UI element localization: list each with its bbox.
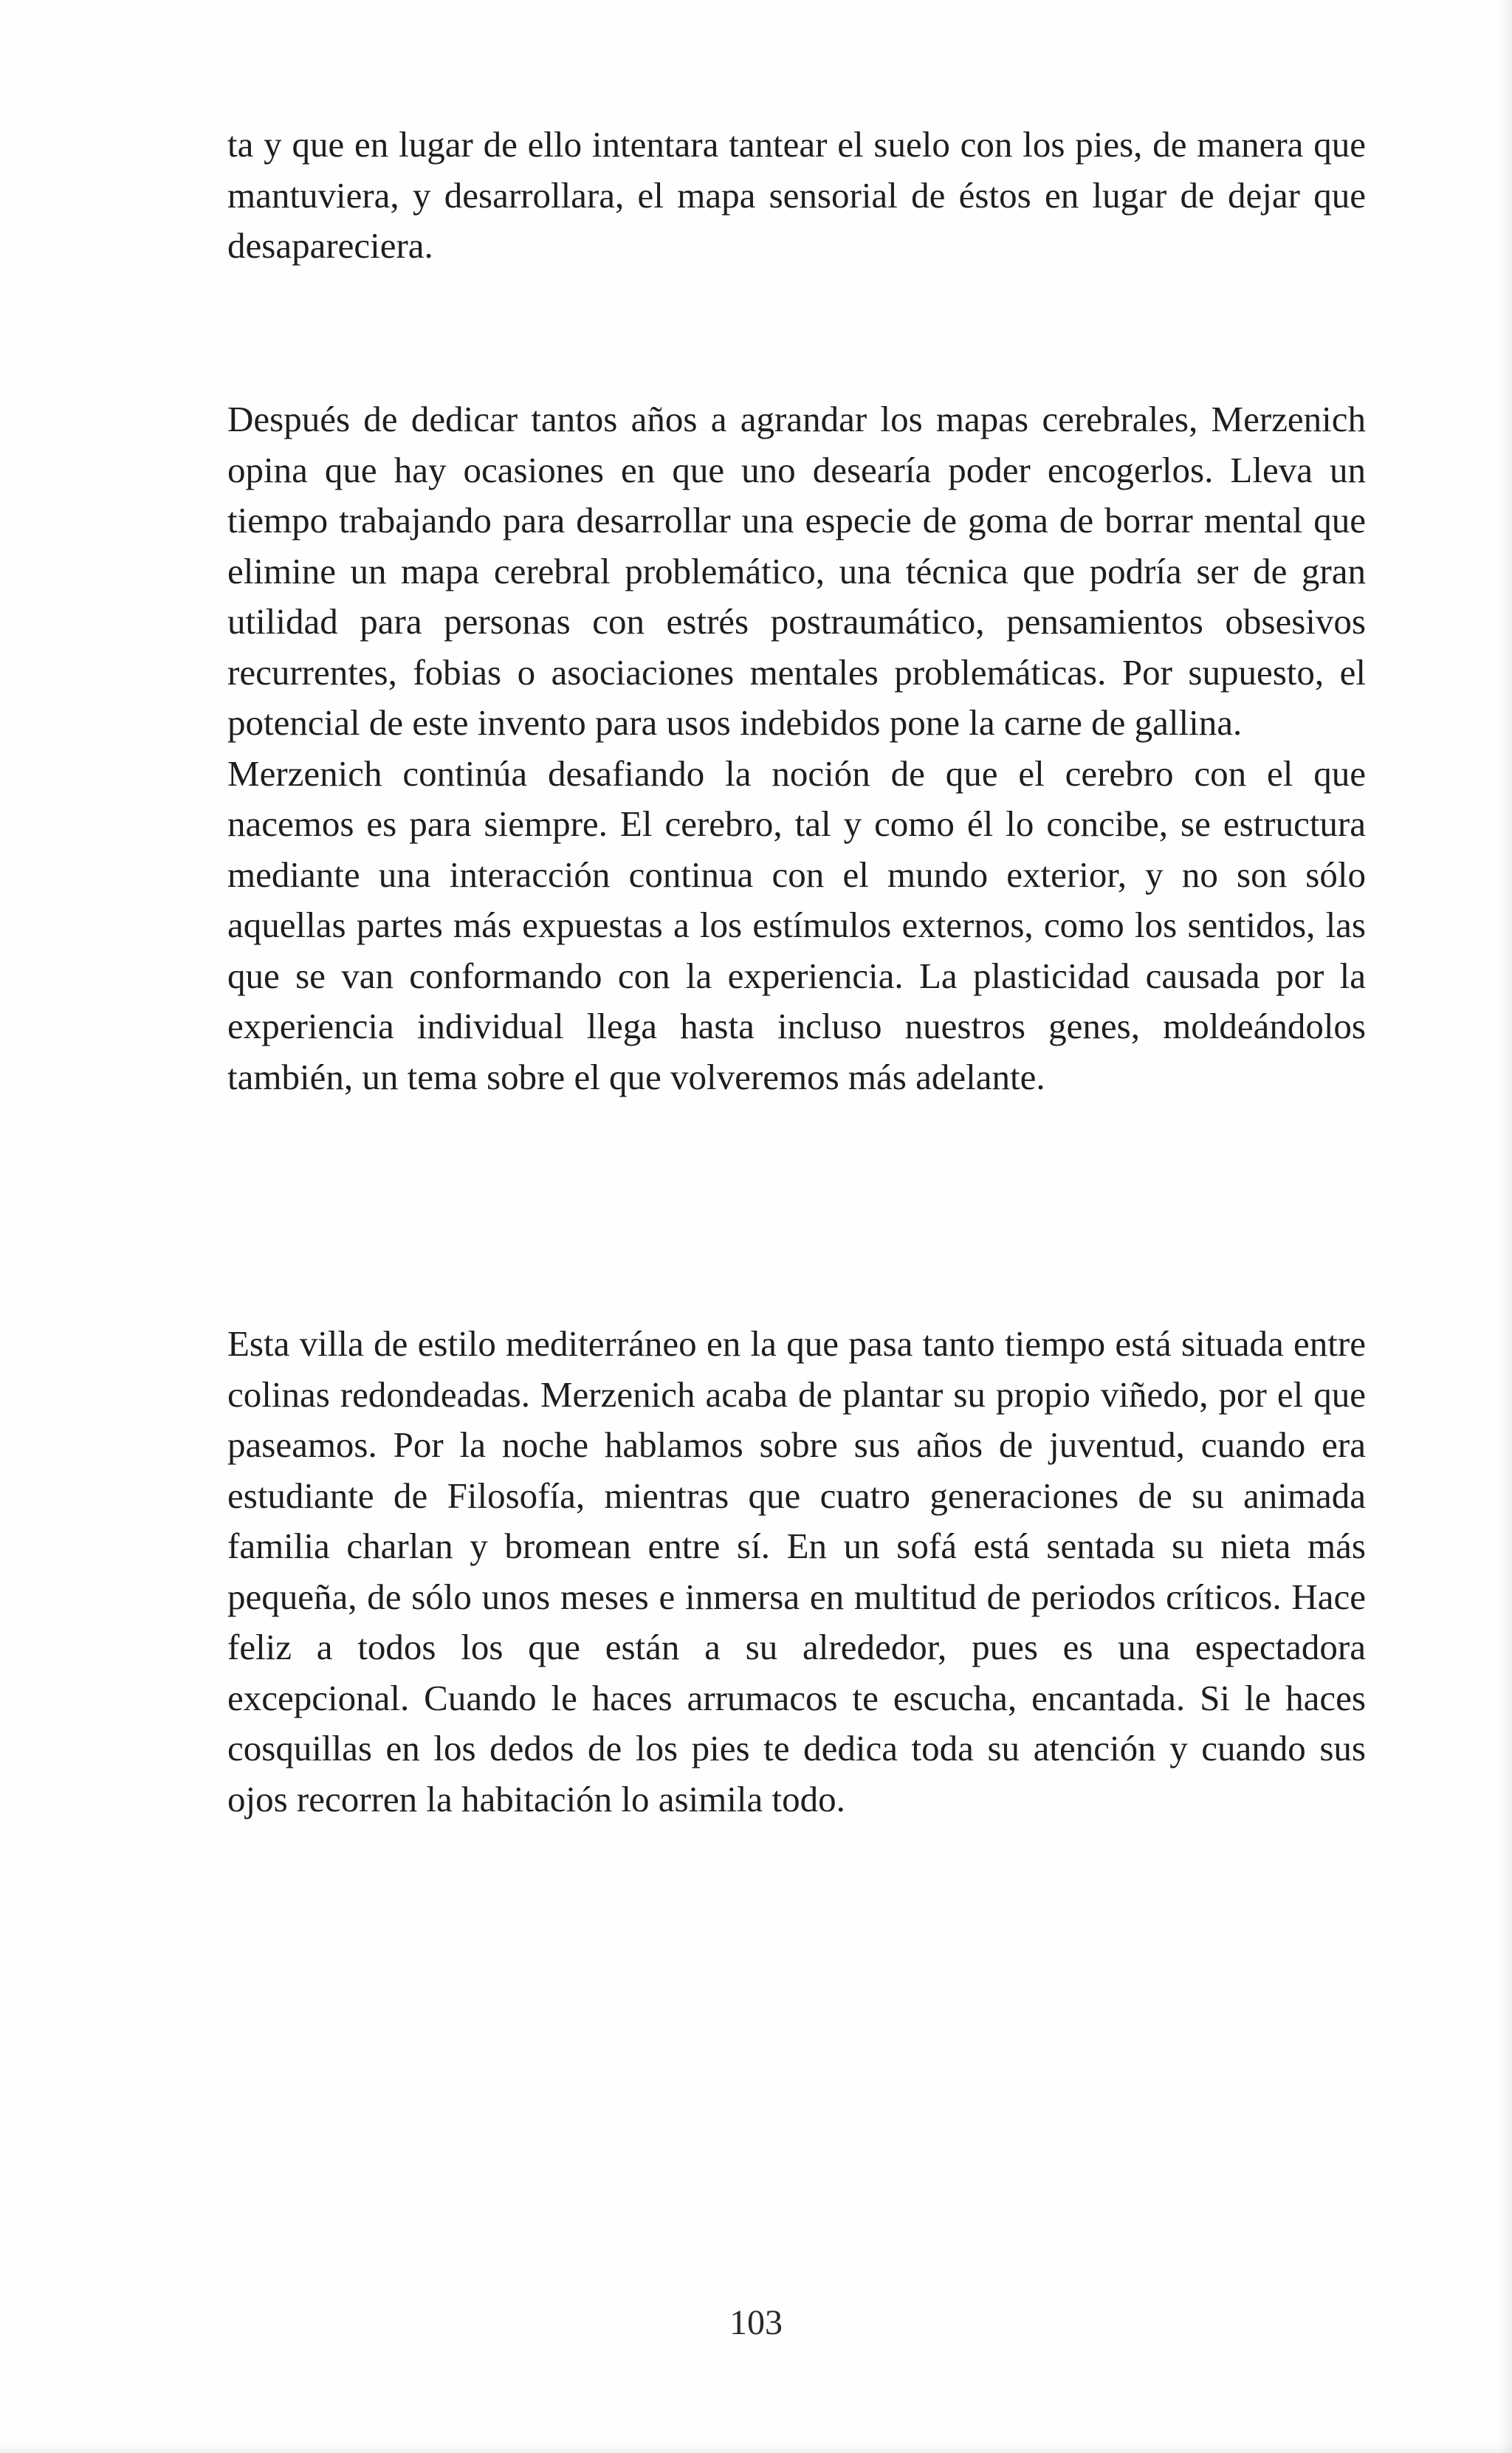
text-section-1 bbox=[227, 120, 1366, 272]
page-bottom-shadow bbox=[0, 2443, 1512, 2453]
page-edge-shadow bbox=[1499, 0, 1512, 2453]
paragraph-villa: Esta villa de estilo mediterráneo en la que pasa tanto tiempo está situada entre colinas redondeadas. Merzenich acaba de plantar su propio viñedo, por el que paseamos. Por la noche hablamos sobre sus años de juventud, cuando era estudiante de Filosofía, mientras que cuatro generaciones de su animada familia charlan y bromean entre sí. En un sofá está sentada su nieta más pequeña, de sólo unos meses e inmersa en multitud de periodos críticos. Hace feliz a todos los que están a su alrededor, pues es una espectadora excepcional. Cuando le haces arrumacos te escucha, encantada. Si le haces cosquillas en los dedos de los pies te dedica toda su atención y cuando sus ojos recorren la habitación lo asimila todo. bbox=[227, 1323, 1366, 1819]
paragraph-continuation: ta y que en lugar de ello intentara tantear el suelo con los pies, de manera que mantuviera, y desarrollara, el mapa sensorial de éstos en lugar de dejar que desapareciera. bbox=[227, 124, 1366, 266]
text-section-2 bbox=[227, 394, 1366, 1102]
page-number: 103 bbox=[729, 2303, 783, 2342]
paragraph-plasticity: Merzenich continúa desafiando la noción de que el cerebro con el que nacemos es para siempre. El cerebro, tal y como él lo concibe, se estructura mediante una interacción continua con el mundo exterior, y no son sólo aquellas partes más expuestas a los estímulos externos, como los sentidos, las que se van conformando con la experiencia. La plasticidad causada por la experiencia individual llega hasta incluso nuestros genes, moldeándolos también, un tema sobre el que volveremos más adelante. bbox=[227, 752, 1366, 1097]
text-section-3 bbox=[227, 1319, 1366, 1825]
paragraph-eraser: Después de dedicar tantos años a agrandar los mapas cerebrales, Merzenich opina que hay ocasiones en que uno desearía poder encogerlos. Lleva un tiempo trabajando para desarrollar una especie de goma de borrar mental que elimine un mapa cerebral problemático, una técnica que podría ser de gran utilidad para personas con estrés postraumático, pensamientos obsesivos recurrentes, fobias o asociaciones mentales problemáticas. Por supuesto, el potencial de este invento para usos indebidos pone la carne de gallina. bbox=[227, 399, 1366, 743]
